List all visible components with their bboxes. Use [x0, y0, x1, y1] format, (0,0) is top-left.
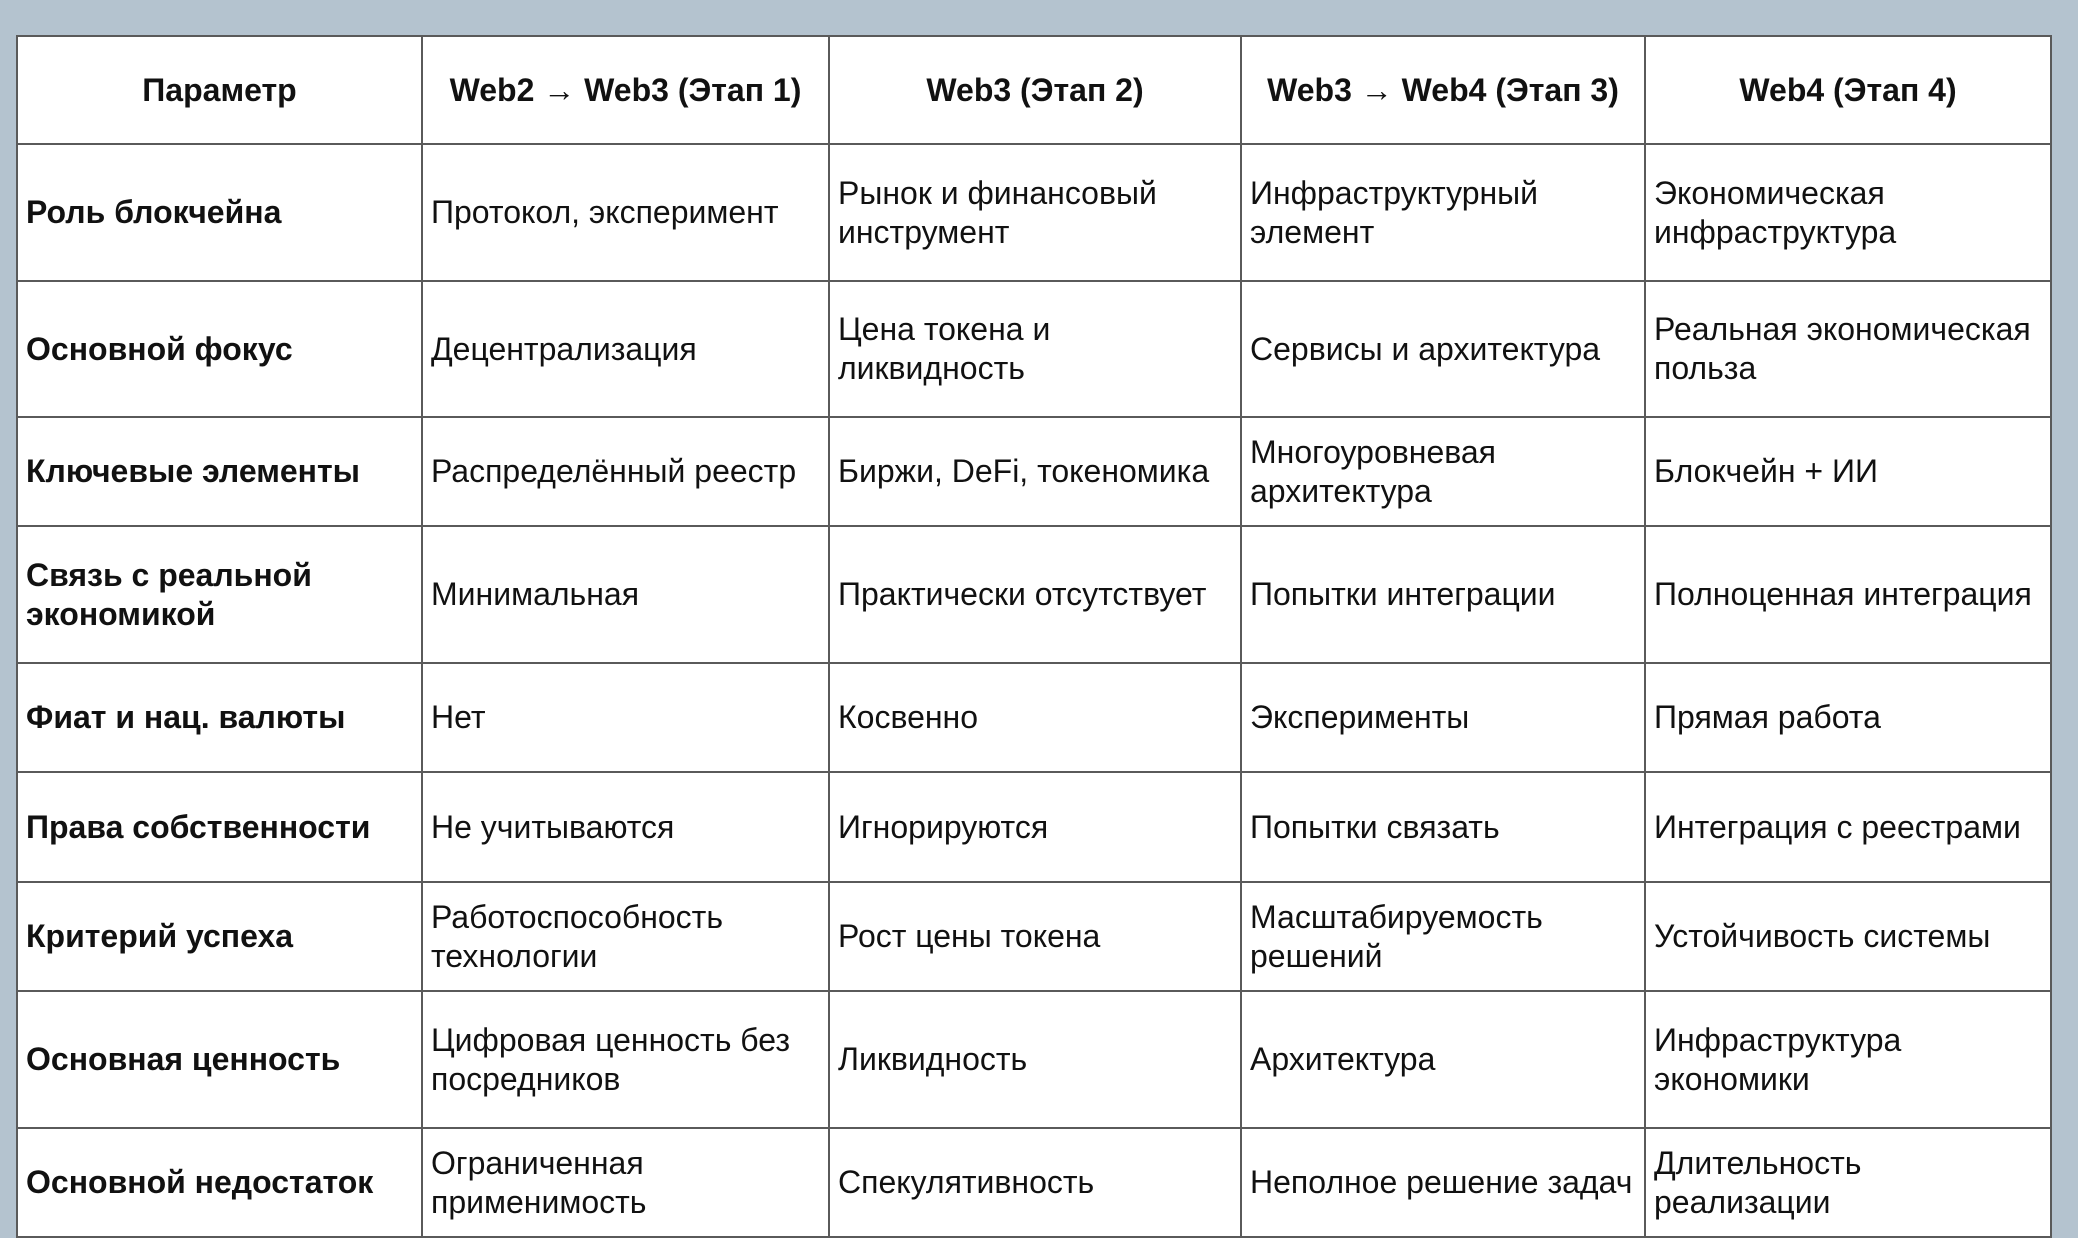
table-cell: Нет: [422, 663, 829, 772]
row-label: Связь с реальной экономикой: [17, 526, 422, 663]
table-cell: Многоуровневая архитектура: [1241, 417, 1645, 526]
table-row: [17, 772, 2051, 882]
table-cell: Блокчейн + ИИ: [1645, 417, 2051, 526]
row-label: Права собственности: [17, 772, 422, 882]
table-cell: Ликвидность: [829, 991, 1241, 1128]
table-cell: Устойчивость системы: [1645, 882, 2051, 991]
table-row: [17, 991, 2051, 1128]
table-cell: Реальная экономическая польза: [1645, 281, 2051, 417]
table-cell: Цифровая ценность без посредников: [422, 991, 829, 1128]
table-cell: Цена токена и ликвидность: [829, 281, 1241, 417]
table-cell: Неполное решение задач: [1241, 1128, 1645, 1237]
table-cell: Биржи, DeFi, токеномика: [829, 417, 1241, 526]
table-header-row: [17, 36, 2051, 144]
table-cell: Рост цены токена: [829, 882, 1241, 991]
header-stage-4: Web4 (Этап 4): [1645, 36, 2051, 144]
row-label: Ключевые элементы: [17, 417, 422, 526]
table-cell: Протокол, эксперимент: [422, 144, 829, 281]
header-parameter: Параметр: [17, 36, 422, 144]
table-cell: Распределённый реестр: [422, 417, 829, 526]
row-label: Фиат и нац. валюты: [17, 663, 422, 772]
table-cell: Попытки связать: [1241, 772, 1645, 882]
table-row: [17, 417, 2051, 526]
table-cell: Практически отсутствует: [829, 526, 1241, 663]
table-cell: Минимальная: [422, 526, 829, 663]
table-row: [17, 1128, 2051, 1237]
table-cell: Косвенно: [829, 663, 1241, 772]
table-cell: Полноценная интеграция: [1645, 526, 2051, 663]
table-cell: Эксперименты: [1241, 663, 1645, 772]
row-label: Роль блокчейна: [17, 144, 422, 281]
table-cell: Сервисы и архитектура: [1241, 281, 1645, 417]
table-row: [17, 882, 2051, 991]
row-label: Основная ценность: [17, 991, 422, 1128]
table-cell: Попытки интеграции: [1241, 526, 1645, 663]
table-cell: Экономическая инфраструктура: [1645, 144, 2051, 281]
table-row: [17, 281, 2051, 417]
table-cell: Длительность реализации: [1645, 1128, 2051, 1237]
table-cell: Инфраструктура экономики: [1645, 991, 2051, 1128]
row-label: Критерий успеха: [17, 882, 422, 991]
table-cell: Не учитываются: [422, 772, 829, 882]
table-cell: Масштабируемость решений: [1241, 882, 1645, 991]
row-label: Основной фокус: [17, 281, 422, 417]
table-cell: Ограниченная применимость: [422, 1128, 829, 1237]
table-cell: Интеграция с реестрами: [1645, 772, 2051, 882]
row-label: Основной недостаток: [17, 1128, 422, 1237]
comparison-table: [16, 35, 2052, 1238]
table-row: [17, 663, 2051, 772]
header-stage-3: Web3 → Web4 (Этап 3): [1241, 36, 1645, 144]
header-stage-1: Web2 → Web3 (Этап 1): [422, 36, 829, 144]
comparison-table-container: [16, 35, 2050, 1220]
table-row: [17, 144, 2051, 281]
table-cell: Инфраструктурный элемент: [1241, 144, 1645, 281]
table-cell: Архитектура: [1241, 991, 1645, 1128]
table-cell: Игнорируются: [829, 772, 1241, 882]
table-row: [17, 526, 2051, 663]
table-cell: Децентрализация: [422, 281, 829, 417]
table-cell: Прямая работа: [1645, 663, 2051, 772]
header-stage-2: Web3 (Этап 2): [829, 36, 1241, 144]
table-cell: Спекулятивность: [829, 1128, 1241, 1237]
table-cell: Работоспособность технологии: [422, 882, 829, 991]
table-cell: Рынок и финансовый инструмент: [829, 144, 1241, 281]
